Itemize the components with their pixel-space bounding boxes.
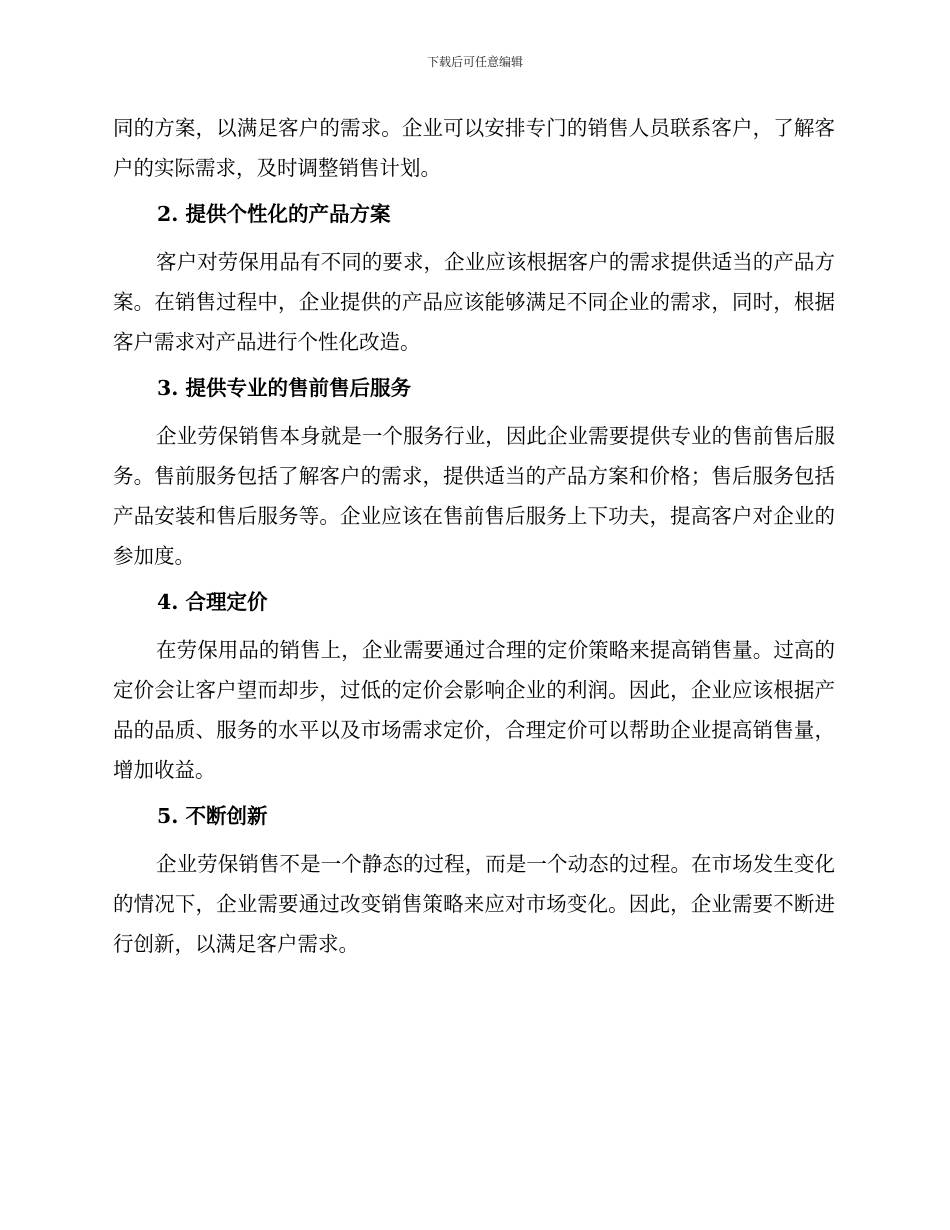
paragraph-section-4: 在劳保用品的销售上，企业需要通过合理的定价策略来提高销售量。过高的定价会让客户望而却步，过低的定价会影响企业的利润。因此，企业应该根据产品的品质、服务的水平以及市场需求定价，合理定价可以帮助企业提高销售量，增加收益。 [113, 638, 835, 782]
document-body [113, 108, 835, 964]
section-heading-3: 3. 提供专业的售前售后服务 [157, 376, 412, 400]
section-heading-4: 4. 合理定价 [157, 590, 268, 614]
paragraph-section-5: 企业劳保销售不是一个静态的过程，而是一个动态的过程。在市场发生变化的情况下，企业需要通过改变销售策略来应对市场变化。因此，企业需要不断进行创新，以满足客户需求。 [113, 852, 835, 956]
page-header: 下载后可任意编辑 [426, 55, 523, 69]
section-heading-2: 2. 提供个性化的产品方案 [157, 202, 391, 226]
section-heading-5: 5. 不断创新 [157, 804, 268, 828]
paragraph-continuation: 同的方案，以满足客户的需求。企业可以安排专门的销售人员联系客户，了解客户的实际需求，及时调整销售计划。 [113, 116, 835, 180]
paragraph-section-2: 客户对劳保用品有不同的要求，企业应该根据客户的需求提供适当的产品方案。在销售过程中，企业提供的产品应该能够满足不同企业的需求，同时，根据客户需求对产品进行个性化改造。 [113, 250, 835, 354]
paragraph-section-3: 企业劳保销售本身就是一个服务行业，因此企业需要提供专业的售前售后服务。售前服务包括了解客户的需求，提供适当的产品方案和价格；售后服务包括产品安装和售后服务等。企业应该在售前售后服务上下功夫，提高客户对企业的参加度。 [113, 424, 835, 568]
